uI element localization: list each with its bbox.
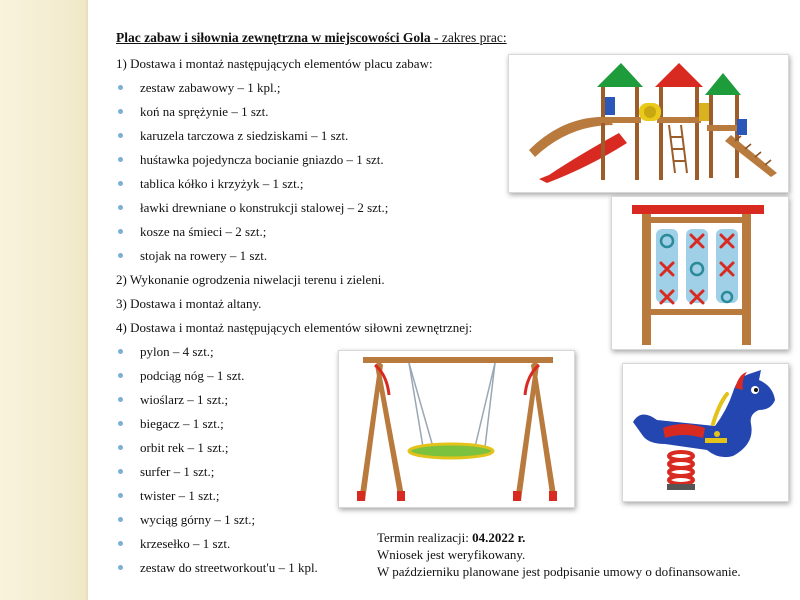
bullet-icon bbox=[118, 253, 123, 258]
bullet-icon bbox=[118, 229, 123, 234]
bullet-icon bbox=[118, 133, 123, 138]
bullet-icon bbox=[118, 157, 123, 162]
spring-horse-image bbox=[622, 363, 789, 502]
section-3-heading: 3) Dostawa i montaż altany. bbox=[116, 296, 262, 311]
swing-image bbox=[338, 350, 575, 508]
contract-note: W październiku planowane jest podpisanie umowy o dofinansowanie. bbox=[377, 564, 741, 579]
section-4-heading: 4) Dostawa i montaż następujących elementów siłowni zewnętrznej: bbox=[116, 320, 473, 335]
slide: Plac zabaw i siłownia zewnętrzna w miejscowości Gola - zakres prac: 1) Dostawa i montaż następujących elementów placu zabaw: zestaw zabawowy – 1 kpl.; koń na sprężynie – 1 szt. karuzela tarczowa z siedziskami – 1 szt. huśtawka pojedyncza bocianie gniazdo – 1 szt. tablica kółko i krzyżyk – 1 szt.; ławki drewniane o konstrukcji stalowej – 2 szt.; kosze na śmieci – 2 szt.; stojak na rowery – 1 szt. 2) Wykonanie ogrodzenia niwelacji terenu i zieleni. 3) Dostawa i montaż altany. 4) Dostawa i montaż następujących elementów siłowni zewnętrznej: pylon – 4 szt.; podciąg nóg – 1 szt. wioślarz – 1 szt.; biegacz – 1 szt.; orbit rek – 1 szt.; surfer – 1 szt.; twister – 1 szt.; wyciąg górny – 1 szt.; krzesełko – 1 szt. zestaw do streetworkout'u – 1 kpl. Termin realizacji: 04.2022 r. Wniosek jest weryfikowany. W październiku planowane jest podpisanie umowy o dofinansowanie. bbox=[0, 0, 800, 600]
deadline-value: 04.2022 r. bbox=[472, 530, 526, 545]
tic-tac-toe-illustration bbox=[612, 197, 788, 349]
bullet-icon bbox=[118, 445, 123, 450]
deadline-line bbox=[377, 530, 525, 546]
bullet-icon bbox=[118, 493, 123, 498]
spring-horse-illustration bbox=[623, 364, 788, 501]
bullet-icon bbox=[118, 181, 123, 186]
title-bold: Plac zabaw i siłownia zewnętrzna w miejscowości Gola bbox=[116, 30, 431, 45]
playground-set-image bbox=[508, 54, 789, 193]
bullet-icon bbox=[118, 421, 123, 426]
bullet-icon bbox=[118, 109, 123, 114]
application-status: Wniosek jest weryfikowany. bbox=[377, 547, 526, 562]
bullet-icon bbox=[118, 349, 123, 354]
section-2-heading: 2) Wykonanie ogrodzenia niwelacji terenu i zieleni. bbox=[116, 272, 385, 287]
deadline-label: Termin realizacji: bbox=[377, 530, 473, 545]
bullet-icon bbox=[118, 205, 123, 210]
bullet-icon bbox=[118, 469, 123, 474]
bullet-icon bbox=[118, 373, 123, 378]
slide-title bbox=[116, 30, 507, 46]
section-1-heading: 1) Dostawa i montaż następujących elementów placu zabaw: bbox=[116, 56, 433, 71]
title-rest: - zakres prac: bbox=[430, 30, 507, 45]
swing-illustration bbox=[339, 351, 574, 507]
bullet-icon bbox=[118, 541, 123, 546]
bullet-icon bbox=[118, 517, 123, 522]
bullet-icon bbox=[118, 565, 123, 570]
bullet-icon bbox=[118, 85, 123, 90]
tic-tac-toe-board-image bbox=[611, 196, 789, 350]
playground-set-illustration bbox=[509, 55, 788, 192]
bullet-icon bbox=[118, 397, 123, 402]
